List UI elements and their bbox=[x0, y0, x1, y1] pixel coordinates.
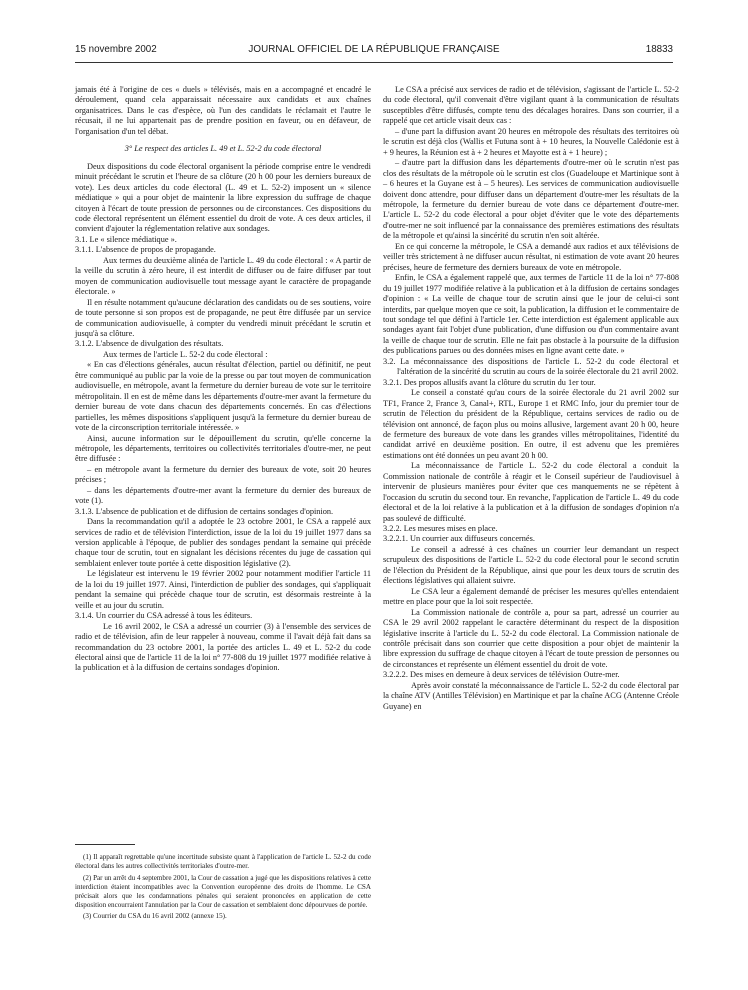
paragraph: 3.2.1. Des propos allusifs avant la clôture du scrutin du 1er tour. bbox=[383, 377, 596, 387]
paragraph: – d'autre part la diffusion dans les départements d'outre-mer où le scrutin n'est pas clos des résultats de la métropole où le scrutin est clos (Guadeloupe et Martinique sont à – 6 heures et la Guyane est à – 5 heures). Les services de communication audiovisuelle doivent donc attendre, pour diffuser dans un département d'outre-mer les résultats de la métropole, la fermeture du dernier bureau de vote dans ce département d'outre-mer. L'article L. 52-2 du code électoral a pour objet d'éviter que le vote des départements d'outre-mer ne soit influencé par la connaissance des premières estimations des résultats de la métropole et qu'ainsi la sincérité du scrutin n'en soit altérée. bbox=[383, 158, 679, 241]
paragraph: jamais été à l'origine de ces « duels » télévisés, mais en a accompagné et encadré le déroulement, quand cela apparaissait nécessaire aux candidats et aux chaînes organisatrices. Dans le cas d'espèce, où l'un des candidats le réclamait et l'autre le récusait, il ne lui appartenait pas de prendre position en faveur, ou en défaveur, de l'organisation d'un tel débat. bbox=[75, 85, 371, 136]
paragraph: Il en résulte notamment qu'aucune déclaration des candidats ou de ses soutiens, voire de toute personne si son propos est de propagande, ne peut être diffusée par un service de communication audiovisuelle, à compter du vendredi minuit précédant le scrutin et jusqu'à sa clôture. bbox=[75, 297, 371, 338]
footnote: (2) Par un arrêt du 4 septembre 2001, la Cour de cassation a jugé que les dispositions relatives à cette interdiction étaient incompatibles avec la Convention européenne des droits de l'homme. Le CSA précisait alors que les condamnations pénales qui seraient prononcées en application de cette disposition encourraient l'annulation par la Cour de cassation et semblaient donc dépourvues de portée. bbox=[75, 873, 371, 909]
paragraph: 3.2.2.1. Un courrier aux diffuseurs concernés. bbox=[383, 534, 535, 544]
header-journal-title: JOURNAL OFFICIEL DE LA RÉPUBLIQUE FRANÇAISE bbox=[248, 44, 500, 55]
paragraph: – en métropole avant la fermeture du dernier des bureaux de vote, soit 20 heures précises ; bbox=[75, 464, 371, 485]
section-heading: 3° Le respect des articles L. 49 et L. 52-2 du code électoral bbox=[124, 144, 322, 154]
footnote: (1) Il apparaît regrettable qu'une incertitude subsiste quant à l'application de l'article L. 52-2 du code électoral dans les autres collectivités territoriales d'outre-mer. bbox=[75, 853, 371, 870]
paragraph: « En cas d'élections générales, aucun résultat d'élection, partiel ou définitif, ne peut être communiqué au public par la voie de la presse ou par tout moyen de communication audiovisuelle, en métropole, avant la fermeture du dernier bureau de vote sur le territoire métropolitain. Il en est de même dans les départements d'outre-mer avant la fermeture du dernier bureau de vote dans chacun des départements concernés. En cas d'élections partielles, les mêmes dispositions s'appliquent jusqu'à la fermeture du dernier bureau de vote de la circonscription territoriale intéressée. » bbox=[75, 360, 371, 433]
paragraph: Le CSA a précisé aux services de radio et de télévision, s'agissant de l'article L. 52-2 du code électoral, qu'il convenait d'être vigilant quant à la communication de résultats susceptibles d'être diffusés, compte tenu des décalages horaires. Dans son courrier, il a rappelé que cet article visait deux cas : bbox=[383, 85, 679, 126]
right-column bbox=[383, 85, 679, 712]
paragraph: Enfin, le CSA a également rappelé que, aux termes de l'article 11 de la loi n° 77-808 du 19 juillet 1977 modifiée relative à la publication et à la diffusion de certains sondages d'opinion : « La veille de chaque tour de scrutin ainsi que le jour de celui-ci sont interdits, par quelque moyen que ce soit, la publication, la diffusion et le commentaire de tout sondage tel que défini à l'article 1er. Cette interdiction est également applicable aux sondages ayant fait l'objet d'une publication, d'une diffusion ou d'un commentaire avant la veille de chaque tour de scrutin. Elle ne fait pas obstacle à la poursuite de la diffusion des publications parues ou des données mises en ligne avant cette date. » bbox=[383, 273, 679, 356]
paragraph: Ainsi, aucune information sur le dépouillement du scrutin, qu'elle concerne la métropole, les départements, territoires ou collectivités territoriales d'outre-mer, ne peut être diffusée : bbox=[75, 433, 371, 464]
left-column bbox=[75, 85, 371, 674]
paragraph: 3.1. Le « silence médiatique ». bbox=[75, 234, 177, 244]
header-date: 15 novembre 2002 bbox=[75, 44, 157, 55]
paragraph: En ce qui concerne la métropole, le CSA a demandé aux radios et aux télévisions de veiller très strictement à ne diffuser aucun résultat, ni estimation de vote avant 20 heures précises, heure de fermeture des derniers bureaux de vote en métropole. bbox=[383, 241, 679, 272]
paragraph: 3.1.3. L'absence de publication et de diffusion de certains sondages d'opinion. bbox=[75, 506, 334, 516]
paragraph: Le 16 avril 2002, le CSA a adressé un courrier (3) à l'ensemble des services de radio et de télévision, afin de leur rappeler à nouveau, comme il l'avait déjà fait dans sa recommandation du 23 octobre 2001, la portée des articles L. 49 et L. 52-2 du code électoral ainsi que de l'article 11 de la loi n° 77-808 du 19 juillet 1977 modifiée relative à la publication et à la diffusion de certains sondages d'opinion. bbox=[75, 621, 371, 673]
paragraph: Aux termes de l'article L. 52-2 du code électoral : bbox=[103, 349, 268, 359]
paragraph: La Commission nationale de contrôle a, pour sa part, adressé un courrier au CSA le 29 avril 2002 rappelant le caractère déterminant du respect de la disposition législative inscrite à l'article du L. 52-2 du code électoral. La Commission nationale de contrôle précisait dans son courrier que cette disposition a pour objet de maintenir la libre expression du suffrage de chaque citoyen à l'écart de toute pression de personnes ou de circonstances et représente un élément essentiel du droit de vote. bbox=[383, 607, 679, 669]
paragraph: Dans la recommandation qu'il a adoptée le 23 octobre 2001, le CSA a rappelé aux services de radio et de télévision l'interdiction, issue de la loi du 19 juillet 1977 dans sa version applicable à l'époque, de publier des sondages pendant la semaine qui précède chaque tour de scrutin, tout en signalant les décisions récentes du juge de cassation qui semblaient enlever toute portée à cette disposition législative (2). bbox=[75, 517, 371, 568]
paragraph: Aux termes du deuxième alinéa de l'article L. 49 du code électoral : « A partir de la veille du scrutin à zéro heure, il est interdit de diffuser ou de faire diffuser par tout moyen de communication audiovisuelle tout message ayant le caractère de propagande électorale. » bbox=[75, 255, 371, 297]
paragraph: Le conseil a adressé à ces chaînes un courrier leur demandant un respect scrupuleux des dispositions de l'article L. 52-2 du code électoral pour le second scrutin de l'élection du Président de la République, ainsi que pour les deux tours de scrutin des élections législatives qui allaient suivre. bbox=[383, 544, 679, 586]
paragraph: 3.2.2.2. Des mises en demeure à deux services de télévision Outre-mer. bbox=[383, 670, 620, 680]
paragraph: – d'une part la diffusion avant 20 heures en métropole des résultats des territoires où le scrutin est déjà clos (Wallis et Futuna sont à + 10 heures, la Nouvelle Calédonie est à + 9 heures, la Réunion est à + 2 heures et Mayotte est à + 1 heure) ; bbox=[383, 126, 679, 157]
paragraph: 3.1.1. L'absence de propos de propagande. bbox=[75, 245, 216, 255]
paragraph: Le législateur est intervenu le 19 février 2002 pour notamment modifier l'article 11 de la loi du 19 juillet 1977. Ainsi, l'interdiction de publier des sondages, qui s'appliquait pendant la semaine qui précède chaque tour de scrutin, est désormais restreinte à la veille et au jour du scrutin. bbox=[75, 569, 371, 610]
paragraph: 3.2.2. Les mesures mises en place. bbox=[383, 524, 498, 534]
paragraph: – dans les départements d'outre-mer avant la fermeture du dernier des bureaux de vote (1). bbox=[75, 485, 371, 506]
paragraph: 3.2. La méconnaissance des dispositions de l'article L. 52-2 du code électoral et l'altération de la sincérité du scrutin au cours de la soirée électorale du 21 avril 2002. bbox=[383, 356, 679, 377]
page-header bbox=[75, 44, 673, 58]
paragraph: 3.1.4. Un courrier du CSA adressé à tous les éditeurs. bbox=[75, 611, 253, 621]
footnote-rule bbox=[75, 844, 135, 845]
paragraph: Après avoir constaté la méconnaissance de l'article L. 52-2 du code électoral par la chaîne ATV (Antilles Télévision) en Martinique et par la chaîne ACG (Antenne Créole Guyane) en bbox=[383, 680, 679, 711]
footnotes bbox=[75, 853, 371, 924]
paragraph: Le CSA leur a également demandé de préciser les mesures qu'elles entendaient mettre en place pour que la loi soit respectée. bbox=[383, 586, 679, 607]
paragraph: La méconnaissance de l'article L. 52-2 du code électoral a conduit la Commission nationale de contrôle à réagir et le Conseil supérieur de l'audiovisuel à intervenir de plusieurs manières pour éviter que ces manquements ne se répètent à l'occasion du scrutin du second tour. En revanche, l'application de l'article L. 49 du code électoral et de la loi relative à la publication et à la diffusion de sondages d'opinion n'a pas soulevé de difficulté. bbox=[383, 461, 679, 523]
paragraph: Deux dispositions du code électoral organisent la période comprise entre le vendredi minuit précédant le scrutin et l'heure de sa clôture (20 h 00 pour les derniers bureaux de vote). Les deux articles du code électoral (L. 49 et L. 52-2) imposent un « silence médiatique » qui a pour objet de maintenir la libre expression du suffrage de chaque citoyen à l'écart de toute pression de personnes ou de circonstances. Ces dispositions du code électoral représentent un élément essentiel du droit de vote. A ces deux articles, il convient d'ajouter la réglementation relative aux sondages. bbox=[75, 161, 371, 234]
header-page-number: 18833 bbox=[645, 44, 673, 55]
paragraph: Le conseil a constaté qu'au cours de la soirée électorale du 21 avril 2002 sur TF1, France 2, France 3, Canal+, RTL, Europe 1 et RMC Info, jour du premier tour de scrutin de l'élection du président de la République, certains services de radio ou de télévision ont annoncé, de façon plus ou moins allusive, largement avant 20 h 00, heure de fermeture des bureaux de vote dans les grandes villes métropolitaines, l'identité du candidat arrivé en deuxième position. En outre, il est advenu que les premières estimations ont été données un peu avant 20 h 00. bbox=[383, 388, 679, 460]
header-rule bbox=[75, 62, 673, 63]
paragraph: 3.1.2. L'absence de divulgation des résultats. bbox=[75, 339, 224, 349]
footnote: (3) Courrier du CSA du 16 avril 2002 (annexe 15). bbox=[83, 912, 227, 921]
